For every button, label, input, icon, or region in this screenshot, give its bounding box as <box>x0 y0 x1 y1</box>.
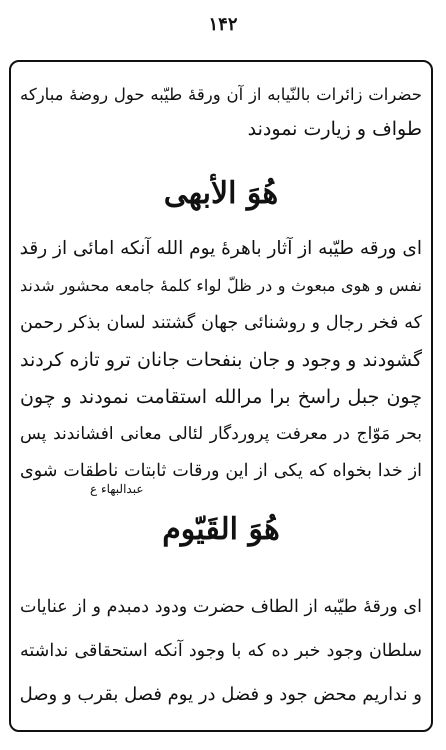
tablet-2-line-1: ای ورقهٔ طیّبه از الطاف حضرت ودود دمبدم و از عنایات <box>20 597 422 617</box>
heading-huwa-al-qayyum: هُوَ القَیّوم <box>162 512 280 547</box>
tablet-1-line-1: ای ورقه طیّبه از آثار باهرهٔ یوم الله آنکه امائی از رقد <box>20 238 422 259</box>
tablet-2-line-3: و نداریم محض جود و فضل در یوم فصل بقرب و وصل <box>20 684 422 705</box>
tablet-1-line-7: از خدا بخواه که یکی از این ورقات ثابتات ناطقات شوی <box>20 461 422 481</box>
signature-abdul-baha: عبدالبهاء ع <box>90 482 144 496</box>
page-number: ۱۴۲ <box>208 14 238 35</box>
heading-huwa-al-abha: هُوَ الأبهی <box>163 176 279 211</box>
tablet-1-line-2: نفس و هوی مبعوث و در ظلّ لواء کلمهٔ جامعه محشور شدند <box>20 276 422 295</box>
tablet-1-line-3: که فخر رجال و روشنائی جهان گشتند لسان بذکر رحمن <box>20 313 422 333</box>
intro-line-2: طواف و زیارت نمودند <box>247 118 422 140</box>
text-block <box>20 72 422 722</box>
tablet-1-line-5: چون جبل راسخ برا مرالله استقامت نمودند و چون <box>20 386 422 408</box>
tablet-1-line-6: بحر مَوّاج در معرفت پروردگار لئالی معانی افشاندند پس <box>20 424 422 444</box>
tablet-1-line-4: گشودند و وجود و جان بنفحات جانان ترو تازه کردند <box>20 349 422 371</box>
intro-line-1: حضرات زائرات بالنّیابه از آن ورقهٔ طیّبه حول روضهٔ مبارکه <box>20 85 422 104</box>
tablet-2-line-2: سلطان وجود خبر ده که با وجود آنکه استحقاقی نداشته <box>20 641 422 661</box>
